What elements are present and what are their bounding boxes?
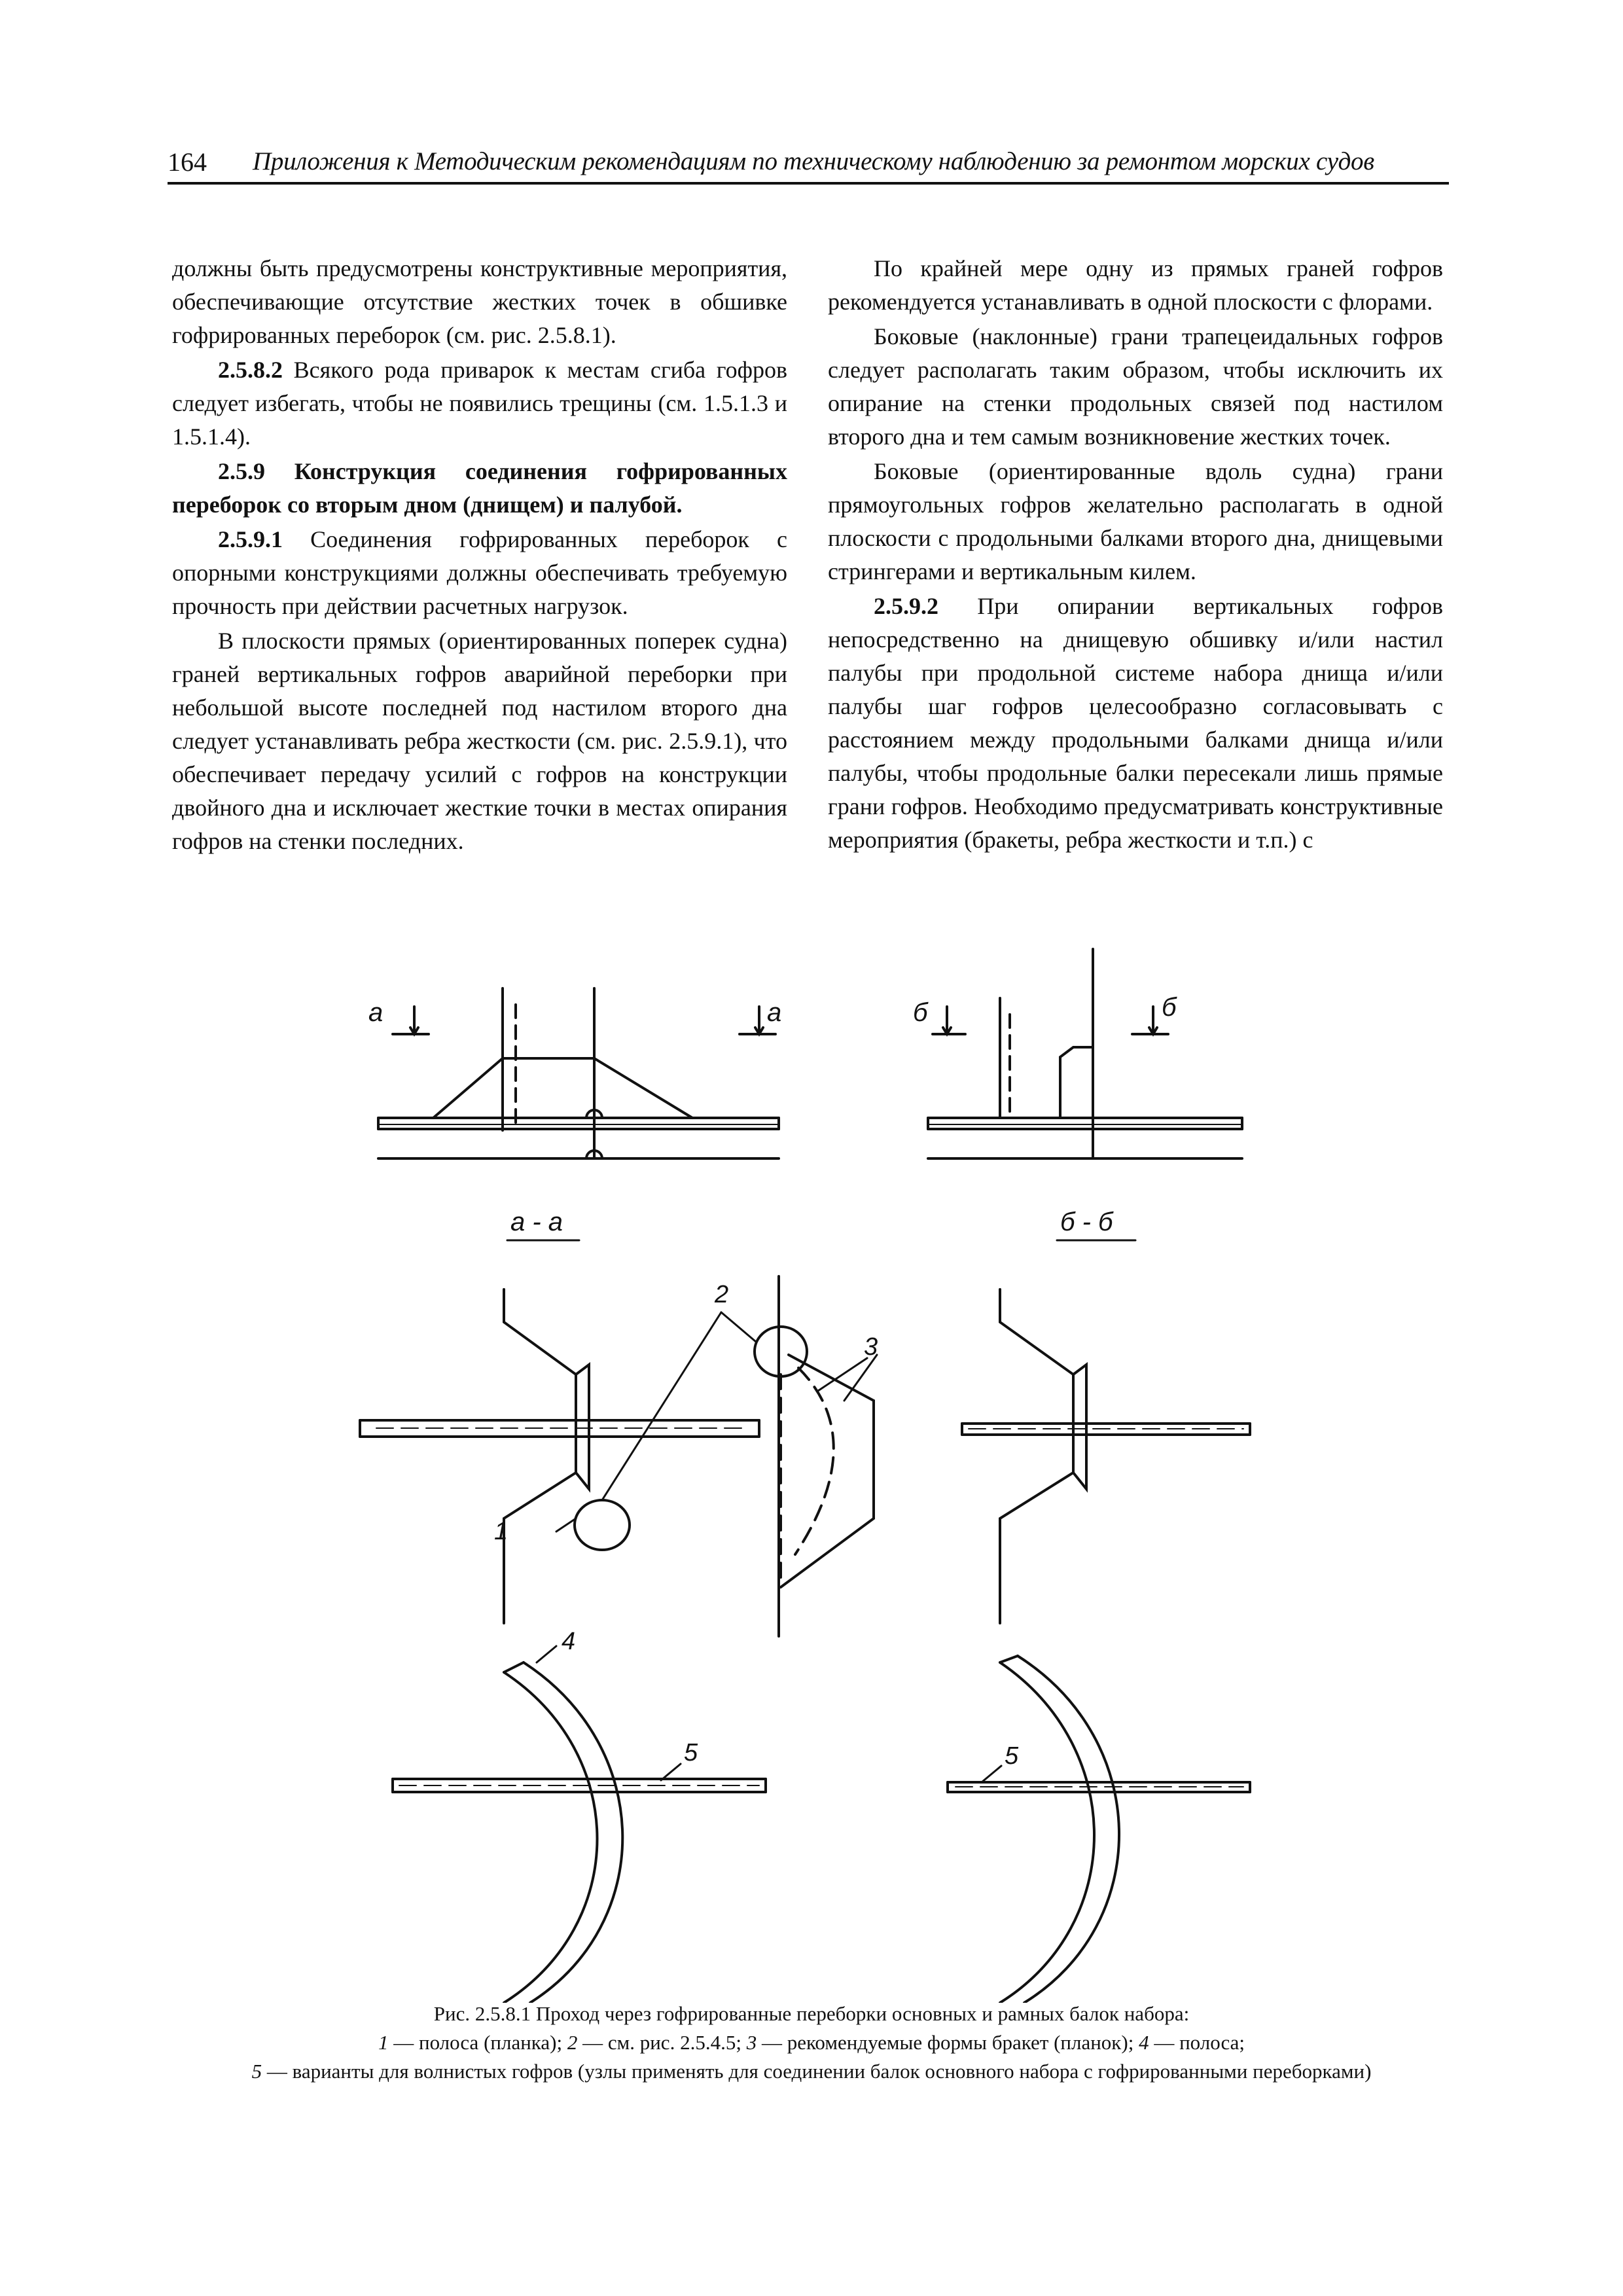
callout-5-right: 5: [1005, 1742, 1019, 1770]
view-title-a-a: а - а: [510, 1208, 563, 1236]
running-title: Приложения к Методическим рекомендациям по техническому наблюдению за ремонтом морских судов: [253, 147, 1374, 175]
callout-2: 2: [715, 1281, 729, 1308]
paragraph: 2.5.9.2 При опирании вертикальных гофров непосредственно на днищевую обшивку и/или настил палубы при продольной системе набора днища и/или палубы шаг гофров целесообразно согласовывать с расстоянием между продольными балками днища и/или палубы, чтобы продольные балки пересекали лишь прямые грани гофров. Необходимо предусматривать конструктивные мероприятия (бракеты, ребра жесткости и т.п.) с: [828, 593, 1443, 853]
left-column: [172, 252, 787, 859]
figure-2-5-8-1: [0, 942, 1623, 2003]
figure-caption: [131, 2000, 1492, 2086]
wavy-detail-a: [393, 1628, 766, 2003]
section-mark-a-left: а: [368, 998, 383, 1027]
section-mark-a-right: а: [767, 998, 782, 1027]
page-header: [168, 143, 1449, 185]
page-number: 164: [168, 147, 207, 177]
paragraph: По крайней мере одну из прямых граней гофров рекомендуется устанавливать в одной плоскости с флорами.: [828, 255, 1443, 315]
paragraph: должны быть предусмотрены конструктивные мероприятия, обеспечивающие отсутствие жестких точек в обшивке гофрированных переборок (см. рис. 2.5.8.1).: [172, 255, 787, 348]
caption-legend-line: 5 — варианты для волнистых гофров (узлы применять для соединении балок основного набора с гофрированными переборками): [251, 2060, 1372, 2083]
caption-legend-line: 1 — полоса (планка); 2 — см. рис. 2.5.4.5; 3 — рекомендуемые формы бракет (планок); 4 — полоса;: [378, 2031, 1245, 2054]
callout-1: 1: [494, 1518, 508, 1545]
caption-title: Рис. 2.5.8.1 Проход через гофрированные переборки основных и рамных балок набора:: [433, 2002, 1190, 2025]
technical-drawing: [0, 942, 1623, 2003]
paragraph: 2.5.9.1 Соединения гофрированных переборок с опорными конструкциями должны обеспечивать требуемую прочность при действии расчетных нагрузок.: [172, 526, 787, 619]
wavy-detail-b: [948, 1656, 1250, 2003]
paragraph: 2.5.8.2 Всякого рода приварок к местам сгиба гофров следует избегать, чтобы не появились трещины (см. 1.5.1.3 и 1.5.1.4).: [172, 357, 787, 450]
clause-number: 2.5.8.2: [218, 357, 283, 383]
elevation-b: [913, 949, 1242, 1158]
callout-3: 3: [864, 1333, 878, 1361]
clause-number: 2.5.9.1: [218, 526, 283, 552]
clause-number: 2.5.9.2: [874, 593, 938, 619]
callout-4: 4: [562, 1628, 576, 1655]
callout-5-left: 5: [684, 1739, 698, 1767]
section-mark-b-left: б: [913, 998, 928, 1027]
elevation-a: [368, 988, 781, 1158]
plan-a-a: [360, 1276, 878, 1636]
paragraph: Боковые (ориентированные вдоль судна) грани прямоугольных гофров желательно располагать в одной плоскости с продольными балками второго дна, днищевыми стрингерами и вертикальным килем.: [828, 458, 1443, 584]
paragraph: В плоскости прямых (ориентированных поперек судна) граней вертикальных гофров аварийной переборки при небольшой высоте последней под настилом второго дна следует устанавливать ребра жесткости (см. рис. 2.5.9.1), что обеспечивает передачу усилий с гофров на конструкции двойного дна и исключает жесткие точки в местах опирания гофров на стенки последних.: [172, 628, 787, 854]
section-mark-b-right: б: [1162, 993, 1177, 1022]
right-column: [828, 252, 1443, 858]
plan-b-b: [962, 1289, 1250, 1623]
section-heading: 2.5.9 Конструкция соединения гофрированных переборок со вторым дном (днищем) и палубой.: [172, 458, 787, 518]
paragraph: Боковые (наклонные) грани трапецеидальных гофров следует располагать таким образом, чтобы исключить их опирание на стенки продольных связей под настилом второго дна и тем самым возникновение жестких точек.: [828, 323, 1443, 450]
view-title-b-b: б - б: [1060, 1208, 1113, 1236]
